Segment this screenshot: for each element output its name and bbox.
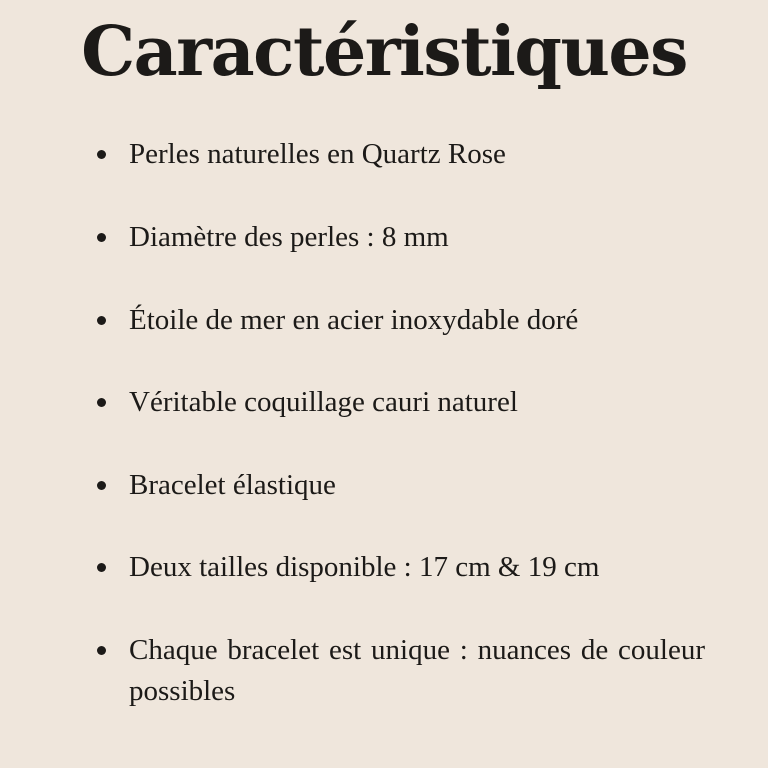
feature-text: Deux tailles disponible : 17 cm & 19 cm bbox=[129, 551, 600, 583]
bullet-icon bbox=[97, 563, 106, 572]
feature-text: Véritable coquillage cauri naturel bbox=[129, 386, 518, 418]
feature-text: Chaque bracelet est unique : nuances de couleur possibles bbox=[129, 634, 705, 707]
bullet-icon bbox=[97, 481, 106, 490]
bullet-icon bbox=[97, 398, 106, 407]
bullet-icon bbox=[97, 150, 106, 159]
bullet-icon bbox=[97, 646, 106, 655]
feature-text: Bracelet élastique bbox=[129, 469, 336, 501]
feature-text: Diamètre des perles : 8 mm bbox=[129, 221, 449, 253]
feature-text: Perles naturelles en Quartz Rose bbox=[129, 138, 506, 170]
bullet-icon bbox=[97, 316, 106, 325]
page-title: Caractéristiques bbox=[81, 12, 687, 92]
bullet-icon bbox=[97, 233, 106, 242]
feature-text: Étoile de mer en acier inoxydable doré bbox=[129, 304, 579, 336]
